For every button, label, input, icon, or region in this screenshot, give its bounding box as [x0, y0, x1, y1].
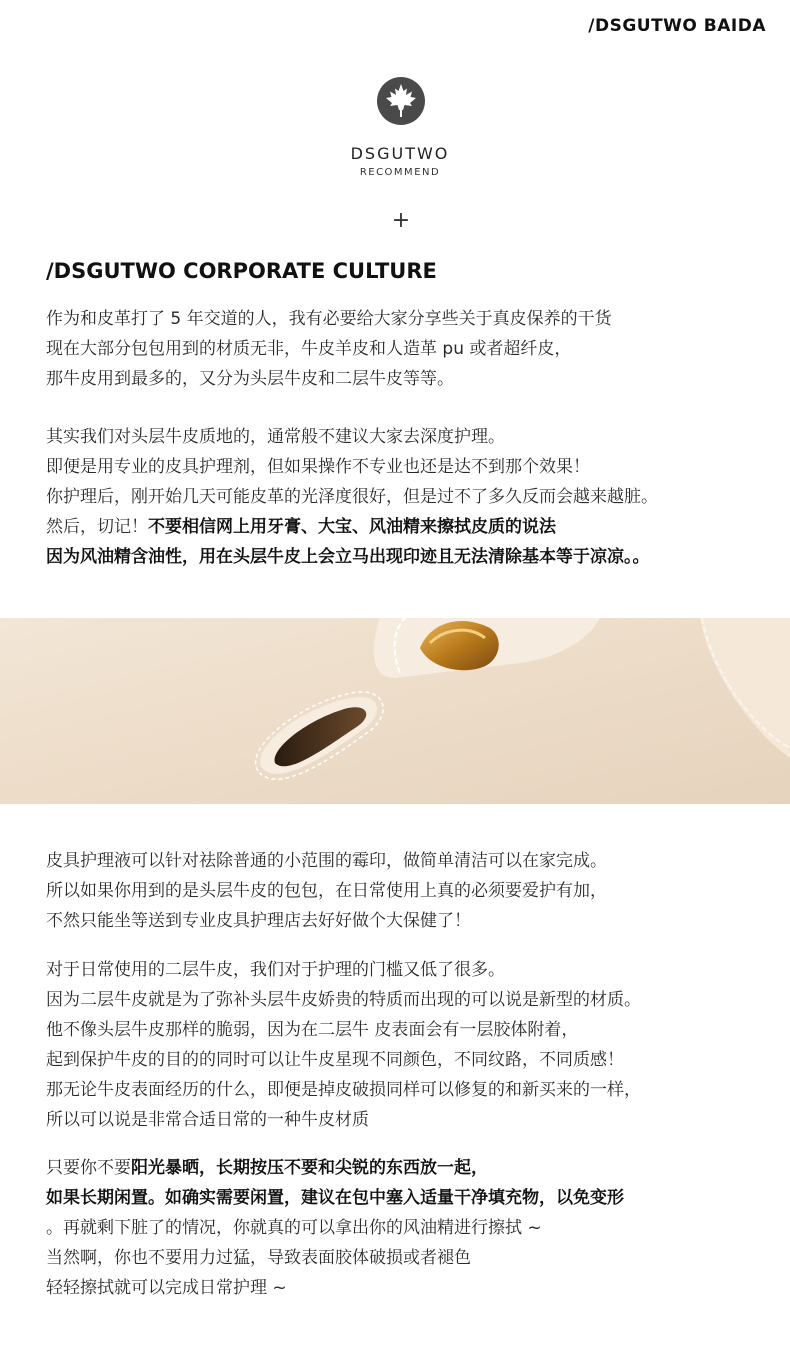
- leather-bag-closeup-icon: [0, 618, 790, 804]
- text-line: 那牛皮用到最多的，又分为头层牛皮和二层牛皮等等。: [46, 369, 454, 389]
- warning-prefix: 然后，切记！: [46, 517, 148, 537]
- brand-wordmark-subtitle: RECOMMEND: [359, 167, 441, 178]
- text-line: 他不像头层牛皮那样的脆弱，因为在二层牛 皮表面会有一层胶体附着，: [46, 1020, 579, 1040]
- care-paragraph-1: [46, 846, 776, 936]
- emphasis-bold: 阳光暴晒，长期按压不要和尖锐的东西放一起，: [131, 1158, 488, 1178]
- text-line: 所以如果你用到的是头层牛皮的包包，在日常使用上真的必须要爱护有加，: [46, 881, 607, 901]
- text-line: 所以可以说是非常合适日常的一种牛皮材质: [46, 1110, 369, 1130]
- care-paragraph-3: [46, 1153, 776, 1303]
- emphasis-line: [46, 1153, 776, 1183]
- maple-leaf-icon: [376, 76, 426, 126]
- advice-paragraph: [46, 422, 776, 572]
- text-line: 皮具护理液可以针对祛除普通的小范围的霉印，做简单清洁可以在家完成。: [46, 851, 607, 871]
- text-line: 起到保护牛皮的目的的同时可以让牛皮星现不同颜色，不同纹路，不同质感！: [46, 1050, 624, 1070]
- text-line: 那无论牛皮表面经历的什么，即便是掉皮破损同样可以修复的和新买来的一样，: [46, 1080, 641, 1100]
- text-prefix: 只要你不要: [46, 1158, 131, 1178]
- text-line: 即便是用专业的皮具护理剂，但如果操作不专业也还是达不到那个效果！: [46, 457, 590, 477]
- plus-divider: +: [391, 208, 411, 233]
- warning-line: [46, 512, 776, 542]
- top-brand-label: /DSGUTWO BAIDA: [588, 16, 766, 36]
- text-line: 不然只能坐等送到专业皮具护理店去好好做个大保健了！: [46, 911, 471, 931]
- section-heading: /DSGUTWO CORPORATE CULTURE: [46, 259, 437, 283]
- text-line: 作为和皮革打了 5 年交道的人，我有必要给大家分享些关于真皮保养的干货: [46, 309, 612, 329]
- text-line: 因为二层牛皮就是为了弥补头层牛皮娇贵的特质而出现的可以说是新型的材质。: [46, 990, 641, 1010]
- text-line: 。再就剩下脏了的情况，你就真的可以拿出你的风油精进行擦拭 ~: [46, 1218, 542, 1238]
- text-line: 你护理后，刚开始几天可能皮革的光泽度很好，但是过不了多久反而会越来越脏。: [46, 487, 658, 507]
- care-paragraph-2: [46, 955, 776, 1135]
- text-line: 现在大部分包包用到的材质无非，牛皮羊皮和人造革 pu 或者超纤皮，: [46, 339, 572, 359]
- intro-paragraph: [46, 304, 776, 394]
- warning-bold-line: 因为风油精含油性，用在头层牛皮上会立马出现印迹且无法清除基本等于凉凉。。: [46, 547, 650, 567]
- text-line: 当然啊，你也不要用力过猛，导致表面胶体破损或者褪色: [46, 1248, 471, 1268]
- text-line: 轻轻擦拭就可以完成日常护理 ~: [46, 1278, 287, 1298]
- text-line: 对于日常使用的二层牛皮，我们对于护理的门槛又低了很多。: [46, 960, 505, 980]
- warning-bold: 不要相信网上用牙膏、大宝、风油精来擦拭皮质的说法: [148, 517, 556, 537]
- emphasis-bold-line: 如果长期闲置。如确实需要闲置，建议在包中塞入适量干净填充物，以免变形: [46, 1188, 624, 1208]
- text-line: 其实我们对头层牛皮质地的，通常般不建议大家去深度护理。: [46, 427, 505, 447]
- brand-wordmark: DSGUTWO: [350, 144, 450, 163]
